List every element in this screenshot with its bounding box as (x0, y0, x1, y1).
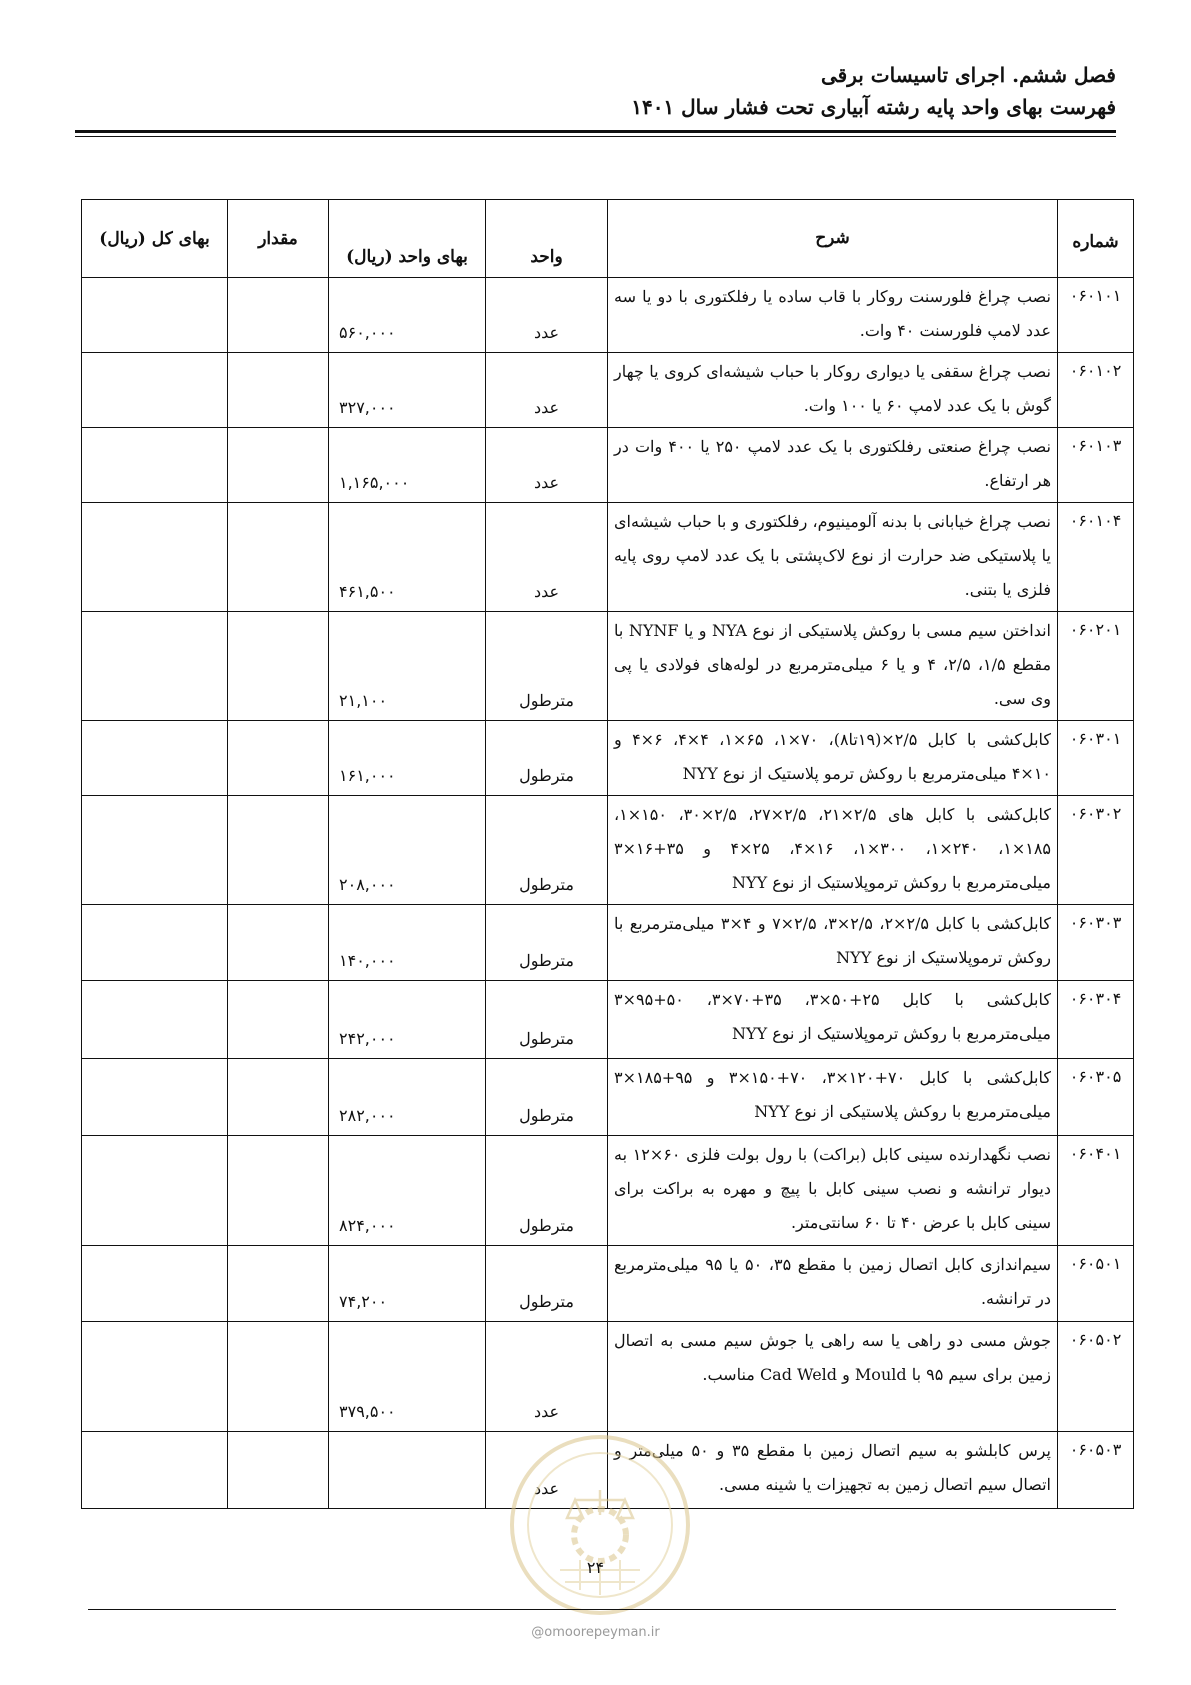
item-total (82, 353, 228, 428)
table-row (82, 1432, 1134, 1509)
item-quantity[interactable] (228, 905, 329, 981)
item-total (82, 1246, 228, 1322)
item-description: کابل‌کشی با کابل های ۲/۵×۲۱، ۲/۵×۲۷، ۲/۵×۳۰، ۱۵۰×۱، ۱۸۵×۱، ۲۴۰×۱، ۳۰۰×۱، ۱۶×۴، ۲۵×۴ و ۳۵+۱۶×۳ میلی‌مترمربع با روکش ترموپلاستیک از نوع NYY (608, 796, 1058, 905)
item-quantity[interactable] (228, 428, 329, 503)
item-code: ۰۶۰۳۰۲ (1058, 796, 1134, 905)
item-total (82, 428, 228, 503)
item-code: ۰۶۰۵۰۳ (1058, 1432, 1134, 1509)
item-quantity[interactable] (228, 796, 329, 905)
column-header-unit: واحد (486, 200, 608, 278)
item-unit: عدد (486, 1432, 608, 1509)
item-total (82, 981, 228, 1059)
price-list-table (81, 199, 1134, 1509)
item-unit: مترطول (486, 612, 608, 721)
column-header-unit-price: بهای واحد (ریال) (329, 200, 486, 278)
item-unit-price: ۸۲۴,۰۰۰ (329, 1136, 486, 1246)
document-title: فهرست بهای واحد پایه رشته آبیاری تحت فشار سال ۱۴۰۱ (631, 95, 1116, 119)
item-quantity[interactable] (228, 1059, 329, 1136)
table-row (82, 981, 1134, 1059)
item-total (82, 796, 228, 905)
item-description: کابل‌کشی با کابل ۲/۵×(۱۹تا۸)، ۷۰×۱، ۶۵×۱، ۴×۴، ۶×۴ و ۱۰×۴ میلی‌مترمربع با روکش ترمو پلاستیک از نوع NYY (608, 721, 1058, 796)
item-description: کابل‌کشی با کابل ۷۰+۱۲۰×۳، ۷۰+۱۵۰×۳ و ۹۵+۱۸۵×۳ میلی‌مترمربع با روکش پلاستیکی از نوع NYY (608, 1059, 1058, 1136)
item-unit: مترطول (486, 721, 608, 796)
item-code: ۰۶۰۱۰۱ (1058, 278, 1134, 353)
page-number: ۲۴ (586, 1558, 605, 1577)
item-unit: مترطول (486, 905, 608, 981)
item-code: ۰۶۰۳۰۴ (1058, 981, 1134, 1059)
item-description: پرس کابلشو به سیم اتصال زمین با مقطع ۳۵ و ۵۰ میلی‌متر و اتصال سیم اتصال زمین به تجهیزات یا شینه مسی. (608, 1432, 1058, 1509)
item-unit-price: ۴۶۱,۵۰۰ (329, 503, 486, 612)
item-code: ۰۶۰۱۰۲ (1058, 353, 1134, 428)
item-unit: مترطول (486, 1136, 608, 1246)
item-total (82, 905, 228, 981)
table-row (82, 721, 1134, 796)
table-row (82, 905, 1134, 981)
item-unit: عدد (486, 428, 608, 503)
item-code: ۰۶۰۱۰۳ (1058, 428, 1134, 503)
item-code: ۰۶۰۵۰۲ (1058, 1322, 1134, 1432)
column-header-description: شرح (608, 200, 1058, 278)
item-unit: عدد (486, 278, 608, 353)
table-row (82, 1136, 1134, 1246)
item-unit: مترطول (486, 1246, 608, 1322)
item-unit: عدد (486, 503, 608, 612)
item-description: نصب چراغ صنعتی رفلکتوری با یک عدد لامپ ۲۵۰ یا ۴۰۰ وات در هر ارتفاع. (608, 428, 1058, 503)
item-total (82, 1059, 228, 1136)
item-total (82, 503, 228, 612)
item-description: کابل‌کشی با کابل ۲/۵×۲، ۲/۵×۳، ۲/۵×۷ و ۴×۳ میلی‌مترمربع با روکش ترموپلاستیک از نوع NYY (608, 905, 1058, 981)
footer-rule (88, 1609, 1116, 1610)
table-row (82, 612, 1134, 721)
item-quantity[interactable] (228, 353, 329, 428)
item-code: ۰۶۰۳۰۵ (1058, 1059, 1134, 1136)
item-unit-price: ۷۴,۲۰۰ (329, 1246, 486, 1322)
column-header-quantity: مقدار (228, 200, 329, 278)
table-row (82, 796, 1134, 905)
item-unit: عدد (486, 1322, 608, 1432)
table-header-row (82, 200, 1134, 278)
item-quantity[interactable] (228, 1322, 329, 1432)
item-code: ۰۶۰۳۰۳ (1058, 905, 1134, 981)
item-total (82, 721, 228, 796)
column-header-total: بهای کل (ریال) (82, 200, 228, 278)
item-quantity[interactable] (228, 721, 329, 796)
item-description: سیم‌اندازی کابل اتصال زمین با مقطع ۳۵، ۵۰ یا ۹۵ میلی‌مترمربع در ترانشه. (608, 1246, 1058, 1322)
item-description: انداختن سیم مسی با روکش پلاستیکی از نوع NYA و یا NYNF با مقطع ۱/۵، ۲/۵، ۴ و یا ۶ میلی‌مترمربع در لوله‌های فولادی یا پی وی سی. (608, 612, 1058, 721)
item-description: کابل‌کشی با کابل ۲۵+۵۰×۳، ۳۵+۷۰×۳، ۵۰+۹۵×۳ میلی‌مترمربع با روکش ترموپلاستیک از نوع NYY (608, 981, 1058, 1059)
seal-gear (574, 1509, 626, 1561)
item-total (82, 278, 228, 353)
item-code: ۰۶۰۵۰۱ (1058, 1246, 1134, 1322)
column-header-code: شماره (1058, 200, 1134, 278)
item-quantity[interactable] (228, 1432, 329, 1509)
item-unit: مترطول (486, 796, 608, 905)
item-unit-price: ۳۲۷,۰۰۰ (329, 353, 486, 428)
item-unit-price: ۵۶۰,۰۰۰ (329, 278, 486, 353)
item-description: نصب چراغ خیابانی با بدنه آلومینیوم، رفلکتوری و با حباب شیشه‌ای یا پلاستیکی ضد حرارت از نوع لاک‌پشتی با یک عدد لامپ روی پایه فلزی یا بتنی. (608, 503, 1058, 612)
item-unit-price: ۲۸۲,۰۰۰ (329, 1059, 486, 1136)
item-description: نصب نگهدارنده سینی کابل (براکت) با رول بولت فلزی ۶۰×۱۲ به دیوار ترانشه و نصب سینی کابل با پیچ و مهره به براکت برای سینی کابل با عرض ۴۰ تا ۶۰ سانتی‌متر. (608, 1136, 1058, 1246)
page-header (631, 60, 1116, 122)
item-unit: مترطول (486, 981, 608, 1059)
item-total (82, 1322, 228, 1432)
item-unit-price: ۲۰۸,۰۰۰ (329, 796, 486, 905)
chapter-title: فصل ششم. اجرای تاسیسات برقی (821, 63, 1116, 87)
item-unit-price (329, 1432, 486, 1509)
item-total (82, 612, 228, 721)
watermark-url: @omoorepeyman.ir (531, 1625, 660, 1640)
item-code: ۰۶۰۲۰۱ (1058, 612, 1134, 721)
item-description: نصب چراغ فلورسنت روکار با قاب ساده یا رفلکتوری با دو یا سه عدد لامپ فلورسنت ۴۰ وات. (608, 278, 1058, 353)
item-quantity[interactable] (228, 278, 329, 353)
item-unit: مترطول (486, 1059, 608, 1136)
item-code: ۰۶۰۱۰۴ (1058, 503, 1134, 612)
item-unit-price: ۱۶۱,۰۰۰ (329, 721, 486, 796)
table-row (82, 1246, 1134, 1322)
table-row (82, 353, 1134, 428)
item-quantity[interactable] (228, 612, 329, 721)
header-rule-thin (75, 136, 1116, 137)
item-unit-price: ۱,۱۶۵,۰۰۰ (329, 428, 486, 503)
table-row (82, 1322, 1134, 1432)
item-quantity[interactable] (228, 1246, 329, 1322)
item-quantity[interactable] (228, 981, 329, 1059)
table-row (82, 428, 1134, 503)
item-code: ۰۶۰۴۰۱ (1058, 1136, 1134, 1246)
item-total (82, 1136, 228, 1246)
table-row (82, 1059, 1134, 1136)
header-rule-thick (75, 130, 1116, 133)
item-unit-price: ۱۴۰,۰۰۰ (329, 905, 486, 981)
item-unit: عدد (486, 353, 608, 428)
table-row (82, 278, 1134, 353)
item-quantity[interactable] (228, 503, 329, 612)
item-description: جوش مسی دو راهی یا سه راهی یا جوش سیم مسی به اتصال زمین برای سیم ۹۵ با Mould و Cad Weld مناسب. (608, 1322, 1058, 1432)
item-description: نصب چراغ سقفی یا دیواری روکار با حباب شیشه‌ای کروی یا چهار گوش با یک عدد لامپ ۶۰ یا ۱۰۰ وات. (608, 353, 1058, 428)
item-unit-price: ۲۴۲,۰۰۰ (329, 981, 486, 1059)
item-code: ۰۶۰۳۰۱ (1058, 721, 1134, 796)
item-unit-price: ۲۱,۱۰۰ (329, 612, 486, 721)
item-quantity[interactable] (228, 1136, 329, 1246)
table-row (82, 503, 1134, 612)
item-unit-price: ۳۷۹,۵۰۰ (329, 1322, 486, 1432)
item-total (82, 1432, 228, 1509)
